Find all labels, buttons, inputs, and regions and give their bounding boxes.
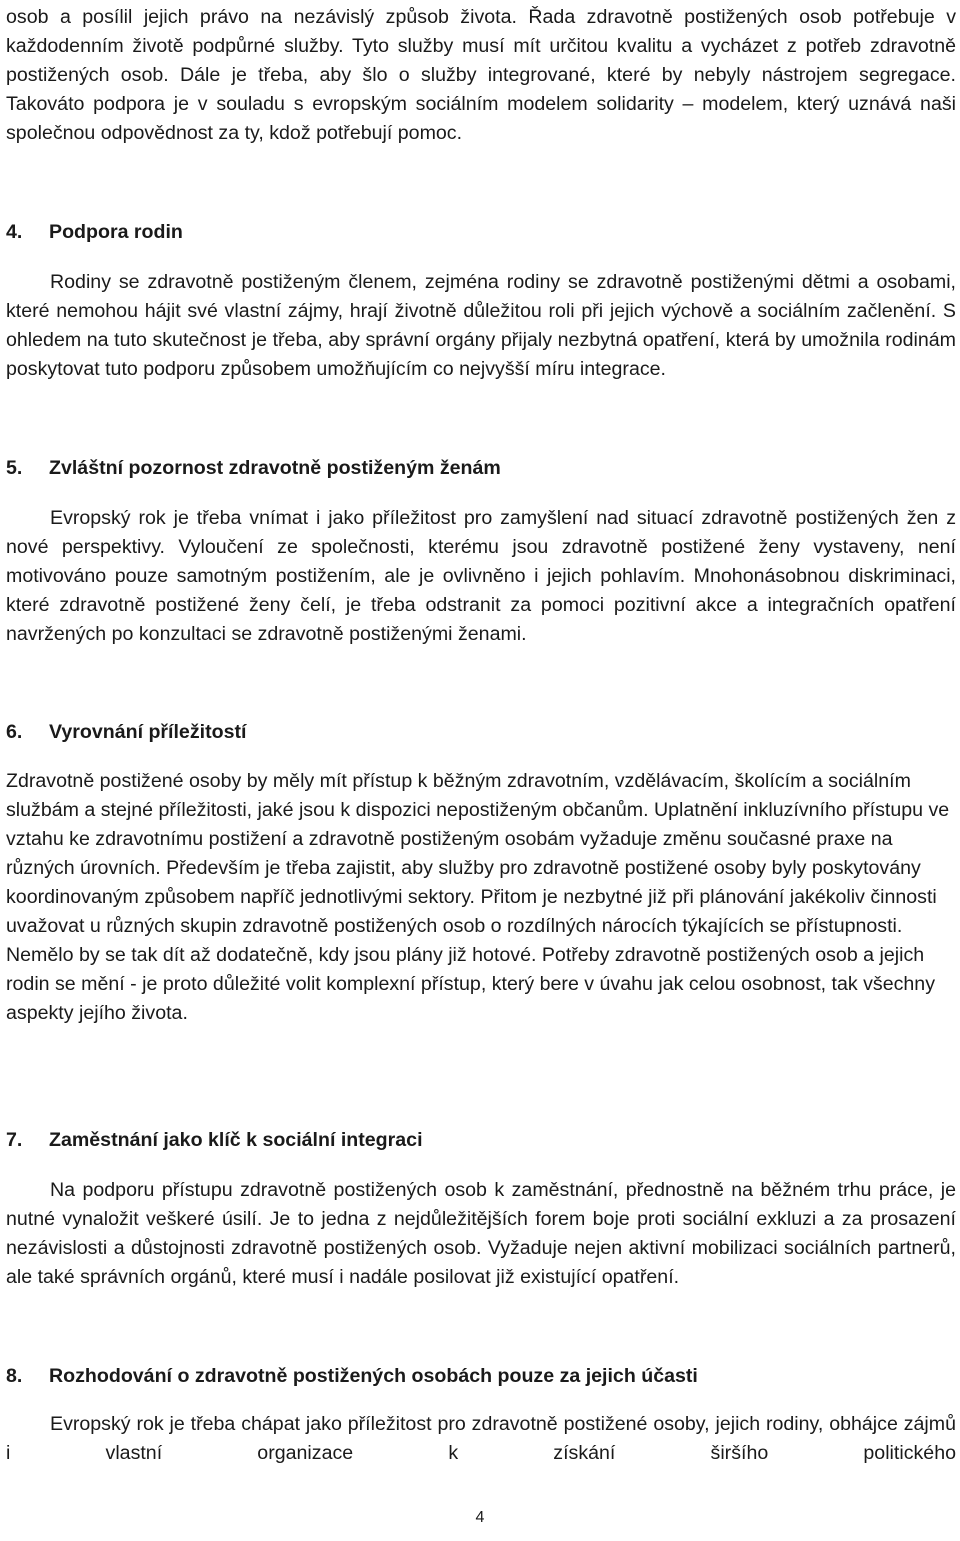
section-8-heading bbox=[6, 1362, 698, 1391]
section-7-title: Zaměstnání jako klíč k sociální integraci bbox=[49, 1129, 423, 1151]
section-5-heading bbox=[6, 454, 501, 483]
section-5-title: Zvláštní pozornost zdravotně postiženým ženám bbox=[49, 457, 501, 479]
section-4-number: 4. bbox=[6, 221, 23, 243]
section-7-heading bbox=[6, 1126, 423, 1155]
section-6-number: 6. bbox=[6, 721, 23, 743]
section-5-number: 5. bbox=[6, 457, 23, 479]
intro-paragraph: osob a posílil jejich právo na nezávislý způsob života. Řada zdravotně postižených osob potřebuje v každodenním životě podpůrné služby. Tyto služby musí mít určitou kvalitu a vycházet z potřeb zdravotně postižených osob. Dále je třeba, aby šlo o služby integrované, které by nebyly nástrojem segregace. Takováto podpora je v souladu s evropským sociálním modelem solidarity – modelem, který uznává naši společnou odpovědnost za ty, kdož potřebují pomoc. bbox=[6, 6, 956, 144]
section-8-paragraph: Evropský rok je třeba chápat jako příležitost pro zdravotně postižené osoby, jejich rodiny, obhájce zájmů i vlastní organizace k získání širšího politického bbox=[6, 1413, 956, 1464]
section-6-heading bbox=[6, 718, 246, 747]
section-6-paragraph: Zdravotně postižené osoby by měly mít přístup k běžným zdravotním, vzdělávacím, školícím a sociálním službám a stejné příležitosti, jaké jsou k dispozici nepostiženým občanům. Uplatnění inkluzívního přístupu ve vztahu ke zdravotnímu postižení a zdravotně postiženým osobám vyžaduje změnu současné praxe na různých úrovních. Především je třeba zajistit, aby služby pro zdravotně postižené osoby byly poskytovány koordinovaným způsobem napříč jednotlivými sektory. Přitom je nezbytné již při plánování jakékoliv činnosti uvažovat u různých skupin zdravotně postižených osob o rozdílných nárocích týkajících se přístupnosti. Nemělo by se tak dít až dodatečně, kdy jsou plány již hotové. Potřeby zdravotně postižených osob a jejich rodin se mění - je proto důležité volit komplexní přístup, který bere v úvahu jak celou osobnost, tak všechny aspekty jejího života. bbox=[6, 770, 950, 1024]
section-7-number: 7. bbox=[6, 1129, 23, 1151]
section-4-paragraph: Rodiny se zdravotně postiženým členem, zejména rodiny se zdravotně postiženými dětmi a osobami, které nemohou hájit své vlastní zájmy, hrají životně důležitou roli při jejich výchově a sociálním začlenění. S ohledem na tuto skutečnost je třeba, aby správní orgány přijaly nezbytná opatření, která by umožnila rodinám poskytovat tuto podporu způsobem umožňujícím co nejvyšší míru integrace. bbox=[6, 271, 956, 380]
section-4-title: Podpora rodin bbox=[49, 221, 183, 243]
section-8-title: Rozhodování o zdravotně postižených osobách pouze za jejich účasti bbox=[49, 1365, 698, 1387]
section-7-paragraph: Na podporu přístupu zdravotně postižených osob k zaměstnání, přednostně na běžném trhu práce, je nutné vynaložit veškeré úsilí. Je to jedna z nejdůležitějších forem boje proti sociální exkluzi a za prosazení nezávislosti a důstojnosti zdravotně postižených osob. Vyžaduje nejen aktivní mobilizaci sociálních partnerů, ale také správních orgánů, které musí i nadále posilovat již existující opatření. bbox=[6, 1179, 956, 1288]
section-4-heading bbox=[6, 218, 183, 247]
section-5-paragraph: Evropský rok je třeba vnímat i jako příležitost pro zamyšlení nad situací zdravotně postižených žen z nové perspektivy. Vyloučení ze společnosti, kterému jsou zdravotně postižené ženy vystaveny, není motivováno pouze samotným postižením, ale je ovlivněno i jejich pohlavím. Mnohonásobnou diskriminaci, které zdravotně postižené ženy čelí, je třeba odstranit za pomoci pozitivní akce a integračních opatření navržených po konzultaci se zdravotně postiženými ženami. bbox=[6, 507, 956, 645]
section-8-number: 8. bbox=[6, 1365, 23, 1387]
page-number: 4 bbox=[475, 1509, 485, 1526]
section-6-title: Vyrovnání příležitostí bbox=[49, 721, 247, 743]
